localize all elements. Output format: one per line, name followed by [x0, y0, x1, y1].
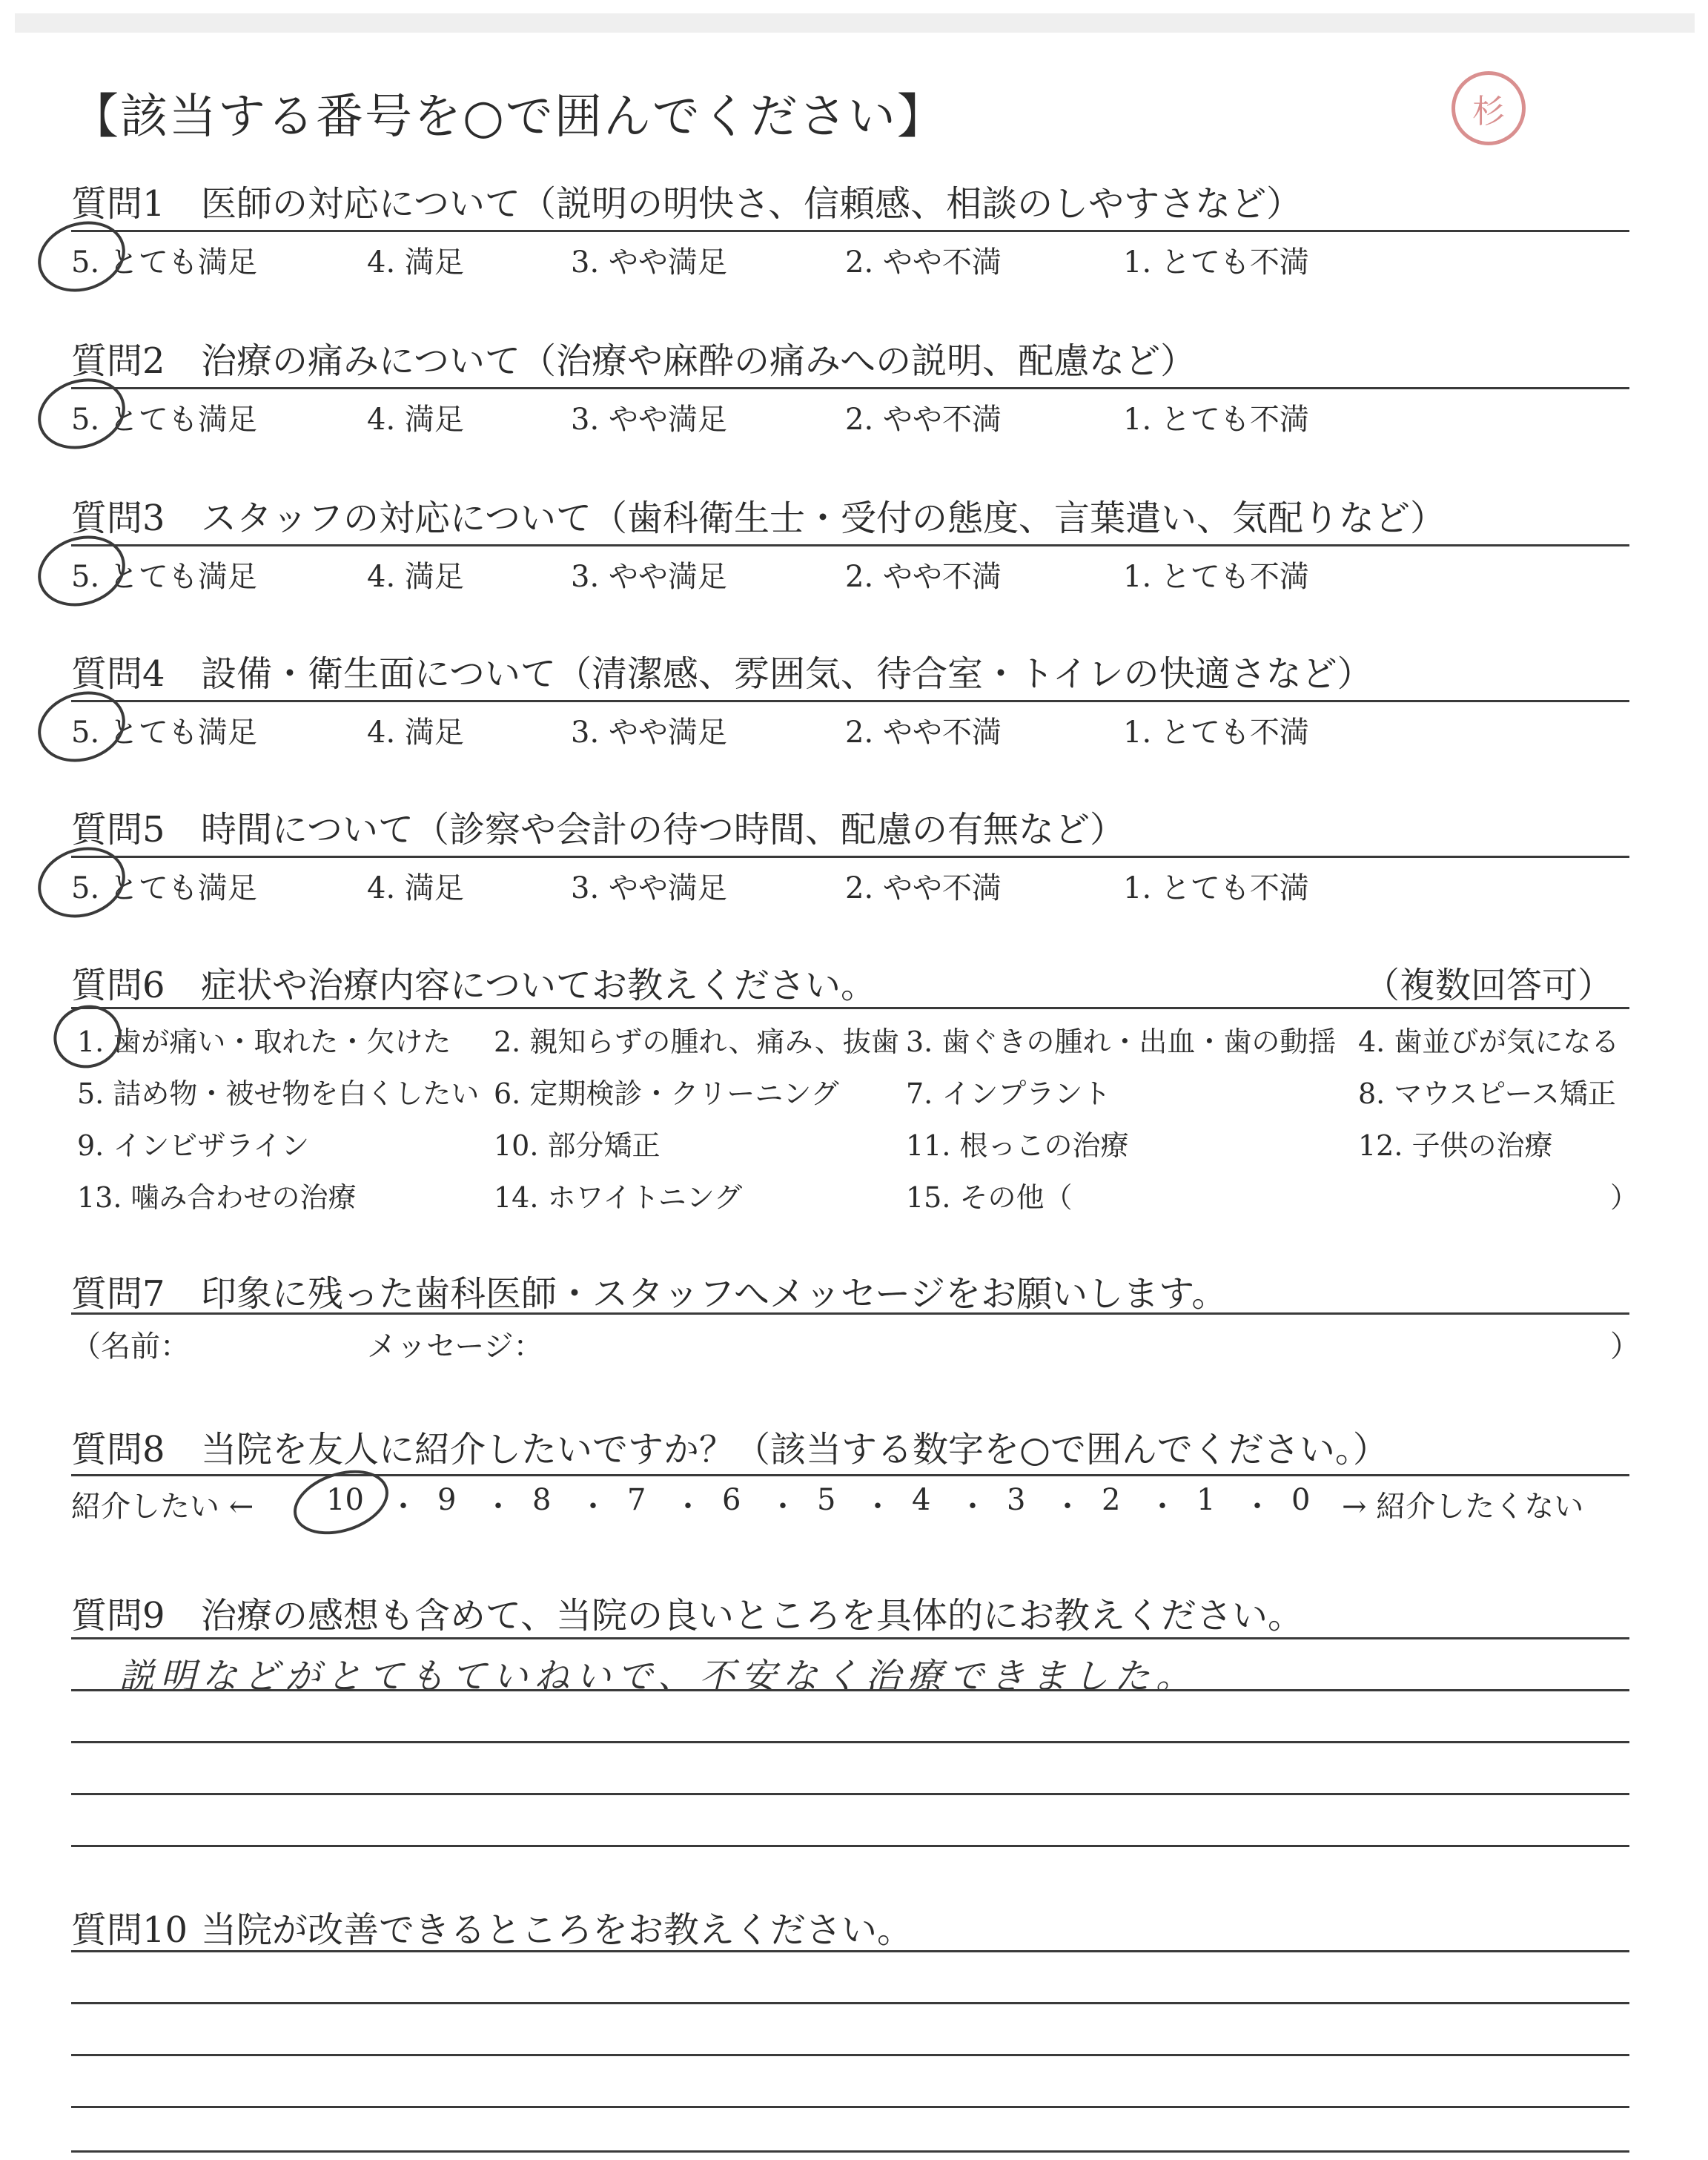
question-2-heading — [71, 332, 1196, 383]
q3-option-2[interactable]: 2. やや不満 — [845, 560, 1002, 594]
q1-option-5[interactable]: 5. とても満足 — [71, 245, 257, 280]
q1-option-4[interactable]: 4. 満足 — [367, 245, 464, 280]
question-text: 治療の感想も含めて、当院の良いところを具体的にお教えください。 — [201, 1595, 1304, 1636]
q6-item-1[interactable]: 1. 歯が痛い・取れた・欠けた — [77, 1025, 451, 1058]
scan-top-band — [15, 13, 1695, 33]
question-number: 質問4 — [71, 653, 165, 695]
q6-item-5[interactable]: 5. 詰め物・被せ物を白くしたい — [77, 1077, 480, 1110]
scale-number-3[interactable]: 3 — [1007, 1483, 1026, 1517]
question-text: 当院を友人に紹介したいですか？（該当する数字を○で囲んでください。） — [201, 1429, 1388, 1470]
scale-separator: ・ — [1148, 1490, 1177, 1524]
q4-option-5[interactable]: 5. とても満足 — [71, 716, 257, 750]
q2-option-2[interactable]: 2. やや不満 — [845, 403, 1002, 437]
q3-option-1[interactable]: 1. とても不満 — [1123, 560, 1309, 594]
answer-line — [71, 1845, 1629, 1847]
q2-option-3[interactable]: 3. やや満足 — [571, 403, 727, 437]
q6-item-14[interactable]: 14. ホワイトニング — [494, 1181, 743, 1214]
seal-stamp: 杉 — [1452, 71, 1526, 145]
handdrawn-circle-mark — [285, 1459, 397, 1546]
question-text: 治療の痛みについて（治療や麻酔の痛みへの説明、配慮など） — [201, 340, 1196, 382]
answer-line — [71, 2150, 1629, 2153]
divider — [71, 387, 1629, 389]
question-text: 時間について（診察や会計の待つ時間、配慮の有無など） — [201, 809, 1126, 851]
question-text: スタッフの対応について（歯科衛生士・受付の態度、言葉遣い、気配りなど） — [201, 498, 1446, 539]
divider — [71, 1637, 1629, 1639]
q6-item-3[interactable]: 3. 歯ぐきの腫れ・出血・歯の動揺 — [906, 1025, 1337, 1058]
recommend-left-label: 紹介したい ← — [71, 1490, 254, 1524]
scale-number-9[interactable]: 9 — [437, 1483, 457, 1517]
multiple-answers-note: （複数回答可） — [1364, 965, 1614, 1006]
q2-option-5[interactable]: 5. とても満足 — [71, 403, 257, 437]
question-text: 医師の対応について（説明の明快さ、信頼感、相談のしやすさなど） — [201, 183, 1302, 225]
answer-line — [71, 1689, 1629, 1691]
q5-option-5[interactable]: 5. とても満足 — [71, 871, 257, 905]
q6-other-close-paren: ） — [1610, 1181, 1639, 1214]
form-title: 【該当する番号を○で囲んでください】 — [71, 90, 946, 145]
scale-separator: ・ — [1053, 1490, 1082, 1524]
scale-number-8[interactable]: 8 — [532, 1483, 552, 1517]
question-8-heading — [71, 1421, 1388, 1472]
q6-item-11[interactable]: 11. 根っこの治療 — [906, 1129, 1129, 1162]
question-3-heading — [71, 489, 1446, 541]
question-7-heading — [71, 1265, 1227, 1316]
scale-number-10[interactable]: 10 — [326, 1483, 364, 1517]
question-number: 質問1 — [71, 183, 165, 225]
question-number: 質問6 — [71, 965, 165, 1006]
scale-separator: ・ — [958, 1490, 987, 1524]
q2-option-4[interactable]: 4. 満足 — [367, 403, 464, 437]
q1-option-2[interactable]: 2. やや不満 — [845, 245, 1002, 280]
scale-separator: ・ — [483, 1490, 513, 1524]
q1-option-3[interactable]: 3. やや満足 — [571, 245, 727, 280]
divider — [71, 700, 1629, 702]
q3-option-4[interactable]: 4. 満足 — [367, 560, 464, 594]
scale-separator: ・ — [388, 1490, 418, 1524]
divider — [71, 856, 1629, 858]
q6-item-9[interactable]: 9. インビザライン — [77, 1129, 310, 1162]
scale-number-7[interactable]: 7 — [627, 1483, 646, 1517]
question-5-heading — [71, 801, 1125, 852]
question-10-heading — [71, 1901, 913, 1952]
recommend-right-label: → 紹介したくない — [1342, 1490, 1584, 1524]
scale-number-1[interactable]: 1 — [1196, 1483, 1216, 1517]
q3-option-3[interactable]: 3. やや満足 — [571, 560, 727, 594]
q5-option-3[interactable]: 3. やや満足 — [571, 871, 727, 905]
scale-separator: ・ — [578, 1490, 608, 1524]
question-text: 症状や治療内容についてお教えください。 — [201, 965, 877, 1006]
q4-option-2[interactable]: 2. やや不満 — [845, 716, 1002, 750]
scale-separator: ・ — [863, 1490, 893, 1524]
question-6-heading — [71, 957, 876, 1008]
q6-item-15[interactable]: 15. その他（ — [906, 1181, 1073, 1214]
q4-option-1[interactable]: 1. とても不満 — [1123, 716, 1309, 750]
q7-message-label: メッセージ： — [367, 1330, 543, 1364]
q3-option-5[interactable]: 5. とても満足 — [71, 560, 257, 594]
q6-item-6[interactable]: 6. 定期検診・クリーニング — [494, 1077, 839, 1110]
q6-item-4[interactable]: 4. 歯並びが気になる — [1358, 1025, 1620, 1058]
question-text: 設備・衛生面について（清潔感、雰囲気、待合室・トイレの快適さなど） — [201, 653, 1373, 695]
scale-separator: ・ — [673, 1490, 703, 1524]
scale-number-6[interactable]: 6 — [722, 1483, 741, 1517]
divider — [71, 544, 1629, 546]
answer-line — [71, 2054, 1629, 2056]
question-number: 質問10 — [71, 1909, 188, 1951]
question-text: 印象に残った歯科医師・スタッフへメッセージをお願いします。 — [201, 1273, 1228, 1315]
answer-line — [71, 2002, 1629, 2004]
divider — [71, 1474, 1629, 1476]
scale-number-2[interactable]: 2 — [1102, 1483, 1121, 1517]
q6-item-12[interactable]: 12. 子供の治療 — [1358, 1129, 1553, 1162]
divider — [71, 1312, 1629, 1315]
question-number: 質問7 — [71, 1273, 165, 1315]
divider — [71, 1007, 1629, 1009]
question-number: 質問8 — [71, 1429, 165, 1470]
scale-number-0[interactable]: 0 — [1291, 1483, 1311, 1517]
answer-line — [71, 1793, 1629, 1795]
q6-item-13[interactable]: 13. 噛み合わせの治療 — [77, 1181, 357, 1214]
answer-line — [71, 1950, 1629, 1952]
q2-option-1[interactable]: 1. とても不満 — [1123, 403, 1309, 437]
answer-line — [71, 2106, 1629, 2108]
q9-handwritten-answer: 説明などがとてもていねいで、不安なく治療できました。 — [119, 1656, 1198, 1697]
question-9-heading — [71, 1587, 1303, 1638]
question-number: 質問5 — [71, 809, 165, 851]
scale-separator: ・ — [1242, 1490, 1272, 1524]
q6-item-2[interactable]: 2. 親知らずの腫れ、痛み、抜歯 — [494, 1025, 899, 1058]
divider — [71, 230, 1629, 232]
q6-item-10[interactable]: 10. 部分矯正 — [494, 1129, 661, 1162]
question-1-heading — [71, 175, 1302, 226]
q7-name-label: （名前： — [71, 1330, 190, 1364]
q4-option-3[interactable]: 3. やや満足 — [571, 716, 727, 750]
q5-option-1[interactable]: 1. とても不満 — [1123, 871, 1309, 905]
q4-option-4[interactable]: 4. 満足 — [367, 716, 464, 750]
question-text: 当院が改善できるところをお教えください。 — [201, 1909, 913, 1951]
scale-number-5[interactable]: 5 — [817, 1483, 836, 1517]
q5-option-4[interactable]: 4. 満足 — [367, 871, 464, 905]
question-number: 質問3 — [71, 498, 165, 539]
q7-close-paren: ） — [1610, 1330, 1640, 1364]
scale-number-4[interactable]: 4 — [912, 1483, 931, 1517]
answer-line — [71, 1741, 1629, 1743]
scale-separator: ・ — [768, 1490, 798, 1524]
q6-item-7[interactable]: 7. インプラント — [906, 1077, 1111, 1110]
q1-option-1[interactable]: 1. とても不満 — [1123, 245, 1309, 280]
q6-item-8[interactable]: 8. マウスピース矯正 — [1358, 1077, 1616, 1110]
question-4-heading — [71, 645, 1373, 696]
q5-option-2[interactable]: 2. やや不満 — [845, 871, 1002, 905]
question-number: 質問9 — [71, 1595, 165, 1636]
question-number: 質問2 — [71, 340, 165, 382]
